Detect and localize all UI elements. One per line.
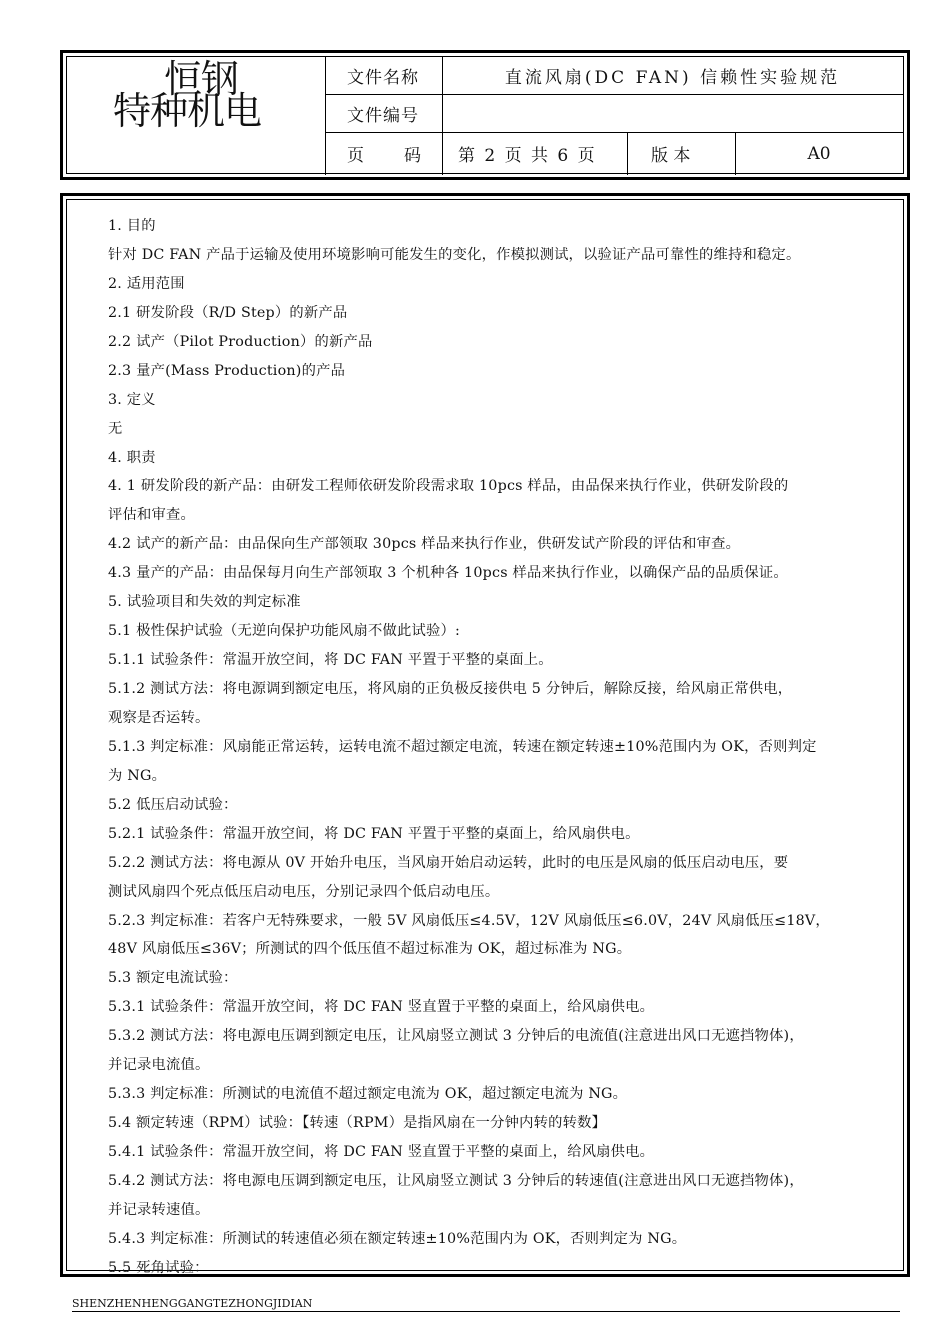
body-line: 2.1 研发阶段（R/D Step）的新产品 bbox=[108, 304, 348, 321]
version-value: A0 bbox=[807, 143, 831, 164]
file-number-label: 文件编号 bbox=[347, 105, 419, 126]
body-line: 3. 定义 bbox=[108, 391, 156, 408]
body-line: 针对 DC FAN 产品于运输及使用环境影响可能发生的变化，作模拟测试，以验证产品可靠性的维持和稳定。 bbox=[108, 246, 801, 263]
body-line: 5.3.3 判定标准：所测试的电流值不超过额定电流为 OK，超过额定电流为 NG。 bbox=[108, 1086, 628, 1103]
header-table bbox=[66, 56, 904, 174]
body-line: 4.3 量产的产品：由品保每月向生产部领取 3 个机种各 10pcs 样品来执行作业，以确保产品的品质保证。 bbox=[108, 565, 788, 582]
body-line: 2. 适用范围 bbox=[108, 275, 185, 292]
file-name-value: 直流风扇(DC FAN) 信赖性实验规范 bbox=[504, 68, 841, 88]
body-line: 评估和审查。 bbox=[108, 507, 195, 524]
body-frame bbox=[66, 199, 904, 1276]
body-line: 5.5 死角试验： bbox=[108, 1259, 209, 1276]
body-line: 测试风扇四个死点低压启动电压，分别记录四个低启动电压。 bbox=[108, 883, 500, 900]
page-label-part-1: 页 bbox=[347, 146, 364, 166]
body-line: 为 NG。 bbox=[108, 767, 167, 784]
body-line: 5.2.3 判定标准：若客户无特殊要求，一般 5V 风扇低压≤4.5V，12V 风扇低压≤6.0V，24V 风扇低压≤18V， bbox=[108, 912, 830, 929]
file-name-label: 文件名称 bbox=[347, 68, 419, 88]
page-label-part-2: 码 bbox=[404, 146, 421, 166]
footer-text: SHENZHENHENGGANGTEZHONGJIDIAN bbox=[72, 1297, 313, 1310]
body-line: 5.2.1 试验条件：常温开放空间，将 DC FAN 平置于平整的桌面上，给风扇供电。 bbox=[108, 825, 640, 842]
version-label: 版 本 bbox=[651, 146, 691, 166]
page-number-value: 第 2 页 共 6 页 bbox=[458, 146, 597, 166]
document-header bbox=[60, 50, 910, 180]
file-number-value bbox=[442, 94, 903, 132]
body-content bbox=[108, 212, 898, 1283]
body-line: 5.1.1 试验条件：常温开放空间，将 DC FAN 平置于平整的桌面上。 bbox=[108, 652, 553, 669]
body-line: 5.1.3 判定标准：风扇能正常运转，运转电流不超过额定电流，转速在额定转速±10%范围内为 OK，否则判定 bbox=[108, 738, 817, 755]
body-line: 5.1 极性保护试验（无逆向保护功能风扇不做此试验）: bbox=[108, 623, 461, 640]
body-line: 5.4 额定转速（RPM）试验：【转速（RPM）是指风扇在一分钟内转的转数】 bbox=[108, 1115, 607, 1132]
body-line: 5.2 低压启动试验： bbox=[108, 796, 238, 813]
page-label bbox=[325, 132, 442, 175]
body-line: 4. 1 研发阶段的新产品：由研发工程师依研发阶段需求取 10pcs 样品，由品保来执行作业，供研发阶段的 bbox=[108, 478, 789, 495]
body-line: 无 bbox=[108, 420, 123, 437]
body-line: 5.4.2 测试方法：将电源电压调到额定电压，让风扇竖立测试 3 分钟后的转速值(注意进出风口无遮挡物体)， bbox=[108, 1172, 804, 1189]
body-line: 5.4.3 判定标准：所测试的转速值必须在额定转速±10%范围内为 OK，否则判定为 NG。 bbox=[108, 1230, 687, 1247]
body-line: 5.3.2 测试方法：将电源电压调到额定电压，让风扇竖立测试 3 分钟后的电流值(注意进出风口无遮挡物体)， bbox=[108, 1028, 804, 1045]
body-line: 并记录转速值。 bbox=[108, 1201, 210, 1218]
logo-line-1: 恒钢 bbox=[164, 57, 239, 101]
body-line: 并记录电流值。 bbox=[108, 1057, 210, 1074]
body-line: 5.2.2 测试方法：将电源从 0V 开始升电压，当风扇开始启动运转，此时的电压是风扇的低压启动电压，要 bbox=[108, 854, 789, 871]
body-line: 5.4.1 试验条件：常温开放空间，将 DC FAN 竖直置于平整的桌面上，给风扇供电。 bbox=[108, 1144, 655, 1160]
body-line: 2.2 试产（Pilot Production）的新产品 bbox=[108, 333, 373, 350]
body-line: 5.3 额定电流试验： bbox=[108, 970, 238, 987]
body-line: 5. 试验项目和失效的判定标准 bbox=[108, 594, 301, 611]
body-line: 5.3.1 试验条件：常温开放空间，将 DC FAN 竖直置于平整的桌面上，给风扇供电。 bbox=[108, 999, 655, 1016]
company-logo bbox=[67, 57, 326, 175]
body-line: 1. 目的 bbox=[108, 218, 156, 234]
body-line: 48V 风扇低压≤36V；所测试的四个低压值不超过标准为 OK，超过标准为 NG。 bbox=[108, 941, 632, 958]
body-line: 4. 职责 bbox=[108, 449, 156, 466]
footer-rule bbox=[72, 1311, 900, 1312]
body-line: 观察是否运转。 bbox=[108, 709, 210, 726]
body-line: 5.1.2 测试方法：将电源调到额定电压，将风扇的正负极反接供电 5 分钟后，解除反接，给风扇正常供电， bbox=[108, 681, 793, 697]
body-line: 2.3 量产(Mass Production)的产品 bbox=[108, 362, 346, 379]
logo-line-2: 特种机电 bbox=[113, 89, 262, 133]
document-body bbox=[60, 193, 910, 1277]
body-line: 4.2 试产的新产品：由品保向生产部领取 30pcs 样品来执行作业，供研发试产阶段的评估和审查。 bbox=[108, 536, 741, 553]
